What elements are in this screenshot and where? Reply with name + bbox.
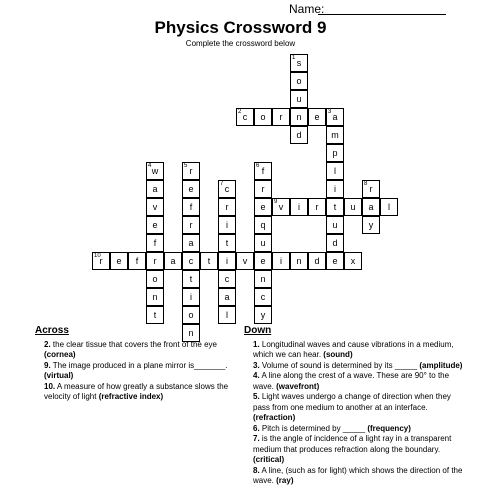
clue-number: 6 (256, 163, 260, 169)
grid-cell[interactable] (146, 198, 164, 216)
cell-letter: e (332, 256, 338, 266)
grid-cell[interactable] (254, 108, 272, 126)
down-clue (244, 434, 469, 466)
clue-text: Light waves undergo a change of direction when they pass from one medium to another at an interface. (253, 392, 451, 412)
clue-text: the clear tissue that covers the front of the eye (52, 339, 217, 349)
cell-letter: e (116, 256, 122, 266)
grid-cell[interactable] (344, 198, 362, 216)
cell-letter: o (152, 274, 158, 284)
grid-cell[interactable] (308, 252, 326, 270)
cell-letter: f (135, 256, 139, 266)
cell-letter: t (207, 256, 211, 266)
cell-letter: r (189, 166, 193, 176)
grid-cell[interactable] (272, 198, 290, 216)
grid-cell[interactable] (290, 90, 308, 108)
cell-letter: y (260, 310, 266, 320)
cell-letter: n (152, 292, 158, 302)
cell-letter: o (188, 310, 194, 320)
cell-letter: i (298, 202, 300, 212)
across-heading: Across (35, 325, 69, 336)
across-clue (35, 340, 235, 361)
cell-letter: t (225, 238, 229, 248)
grid-cell[interactable] (326, 234, 344, 252)
cell-letter: r (99, 256, 103, 266)
grid-cell[interactable] (272, 108, 290, 126)
grid-cell[interactable] (362, 198, 380, 216)
cell-letter: c (188, 256, 194, 266)
clue-answer: (cornea) (44, 350, 76, 359)
grid-cell[interactable] (308, 108, 326, 126)
across-clue (35, 361, 235, 382)
clue-number: 8 (364, 181, 368, 187)
cell-letter: d (314, 256, 320, 266)
cell-letter: r (189, 220, 193, 230)
cell-letter: q (260, 220, 266, 230)
cell-letter: u (350, 202, 356, 212)
clue-num: 10. (44, 381, 56, 391)
grid-cell[interactable] (326, 180, 344, 198)
grid-cell[interactable] (362, 216, 380, 234)
clue-text: The image produced in a plane mirror is_______. (52, 360, 228, 370)
clue-text: Pitch is determined by _____ (261, 423, 366, 433)
cell-letter: r (279, 112, 283, 122)
cell-letter: l (334, 166, 336, 176)
cell-letter: e (152, 220, 158, 230)
clue-answer: (refraction) (253, 413, 296, 422)
clue-answer: (refractive index) (98, 392, 164, 401)
grid-cell[interactable] (344, 252, 362, 270)
clue-number: 1 (292, 55, 296, 61)
cell-letter: a (170, 256, 176, 266)
grid-cell[interactable] (308, 198, 326, 216)
grid-cell[interactable] (182, 252, 200, 270)
clue-text: A measure of how greatly a substance slows the velocity of light (44, 381, 229, 401)
across-clues (35, 326, 235, 403)
cell-letter: e (260, 256, 266, 266)
grid-cell[interactable] (182, 234, 200, 252)
down-clues (244, 326, 469, 487)
cell-letter: v (278, 202, 284, 212)
down-clue (244, 361, 469, 372)
cell-letter: i (226, 220, 228, 230)
cell-letter: n (260, 274, 266, 284)
grid-cell[interactable] (218, 234, 236, 252)
grid-cell[interactable] (326, 108, 344, 126)
cell-letter: t (333, 202, 337, 212)
grid-cell[interactable] (182, 306, 200, 324)
cell-letter: a (152, 184, 158, 194)
clue-answer: (virtual) (44, 371, 74, 380)
cell-letter: l (226, 310, 228, 320)
grid-cell[interactable] (290, 72, 308, 90)
clue-number: 7 (220, 181, 224, 187)
cell-letter: d (296, 130, 302, 140)
cell-letter: i (190, 292, 192, 302)
clue-text: A line along the crest of a wave. These are 90° to the wave. (253, 371, 450, 391)
grid-cell[interactable] (146, 306, 164, 324)
grid-cell[interactable] (146, 270, 164, 288)
cell-letter: e (188, 184, 194, 194)
clue-number: 2 (238, 109, 242, 115)
cell-letter: u (296, 94, 302, 104)
grid-cell[interactable] (326, 198, 344, 216)
clue-answer: (ray) (276, 476, 294, 485)
grid-cell[interactable] (236, 252, 254, 270)
grid-cell[interactable] (182, 270, 200, 288)
clue-num: 7. (253, 434, 260, 443)
cell-letter: c (242, 112, 248, 122)
grid-cell[interactable] (146, 252, 164, 270)
cell-letter: a (224, 292, 230, 302)
cell-letter: n (296, 256, 302, 266)
clue-num: 9. (44, 360, 51, 370)
clue-text: Volume of sound is determined by its _____ (261, 360, 418, 370)
clue-num: 4. (253, 371, 260, 380)
clue-text: Longitudinal waves and cause vibrations in a medium, which we can hear. (253, 339, 454, 359)
grid-cell[interactable] (326, 216, 344, 234)
clue-text: is the angle of incidence of a light ray in a transparent medium that produces refraction along the boundary. (253, 434, 452, 454)
down-clue (244, 371, 469, 392)
down-heading: Down (244, 325, 272, 336)
clue-num: 8. (253, 465, 260, 475)
grid-cell[interactable] (218, 198, 236, 216)
cell-letter: r (261, 184, 265, 194)
cell-letter: f (261, 166, 265, 176)
down-clue (244, 424, 469, 435)
grid-cell[interactable] (254, 216, 272, 234)
cell-letter: t (153, 310, 157, 320)
clue-number: 9 (274, 199, 278, 205)
grid-cell[interactable] (146, 216, 164, 234)
grid-cell[interactable] (182, 162, 200, 180)
grid-cell[interactable] (290, 252, 308, 270)
cell-letter: f (189, 202, 193, 212)
cell-letter: e (260, 202, 266, 212)
grid-cell[interactable] (164, 252, 182, 270)
cell-letter: w (151, 166, 159, 176)
grid-cell[interactable] (92, 252, 110, 270)
cell-letter: f (153, 238, 157, 248)
grid-cell[interactable] (182, 288, 200, 306)
clue-number: 10 (94, 253, 101, 259)
cell-letter: r (225, 202, 229, 212)
grid-cell[interactable] (362, 180, 380, 198)
down-clue (244, 392, 469, 424)
grid-cell[interactable] (146, 162, 164, 180)
cell-letter: x (350, 256, 356, 266)
cell-letter: y (368, 220, 374, 230)
cell-letter: o (296, 76, 302, 86)
grid-cell[interactable] (236, 108, 254, 126)
clue-num: 2. (44, 339, 51, 349)
grid-cell[interactable] (146, 180, 164, 198)
grid-cell[interactable] (110, 252, 128, 270)
grid-cell[interactable] (254, 306, 272, 324)
cell-letter: t (189, 274, 193, 284)
grid-cell[interactable] (290, 54, 308, 72)
cell-letter: r (369, 184, 373, 194)
cell-letter: d (332, 238, 338, 248)
grid-cell[interactable] (218, 180, 236, 198)
grid-cell[interactable] (254, 252, 272, 270)
cell-letter: r (153, 256, 157, 266)
grid-cell[interactable] (218, 306, 236, 324)
grid-cell[interactable] (128, 252, 146, 270)
cell-letter: r (315, 202, 319, 212)
clue-num: 1. (253, 339, 260, 349)
clue-num: 5. (253, 392, 260, 401)
clue-number: 5 (184, 163, 188, 169)
cell-letter: c (224, 184, 230, 194)
grid-cell[interactable] (200, 252, 218, 270)
grid-cell[interactable] (290, 108, 308, 126)
grid-cell[interactable] (182, 216, 200, 234)
grid-cell[interactable] (254, 198, 272, 216)
grid-cell[interactable] (326, 126, 344, 144)
grid-cell[interactable] (218, 216, 236, 234)
cell-letter: m (331, 130, 339, 140)
cell-letter: o (260, 112, 266, 122)
cell-letter: p (332, 148, 338, 158)
cell-letter: c (224, 274, 230, 284)
page-subtitle: Complete the crossword below (185, 39, 296, 48)
across-clue (35, 382, 235, 403)
clue-answer: (wavefront) (276, 381, 320, 391)
cell-letter: e (314, 112, 320, 122)
clue-num: 3. (253, 360, 260, 370)
cell-letter: s (296, 58, 302, 68)
grid-cell[interactable] (326, 162, 344, 180)
down-clue (244, 466, 469, 487)
clue-answer: (amplitude) (419, 360, 463, 370)
down-clue (244, 340, 469, 361)
cell-letter: i (280, 256, 282, 266)
cell-letter: u (332, 220, 338, 230)
page-title: Physics Crossword 9 (154, 18, 327, 37)
grid-cell[interactable] (182, 180, 200, 198)
grid-cell[interactable] (182, 198, 200, 216)
grid-cell[interactable] (218, 270, 236, 288)
cell-letter: a (368, 202, 374, 212)
clue-answer: (sound) (323, 350, 353, 359)
cell-letter: i (226, 256, 228, 266)
cell-letter: c (260, 292, 266, 302)
cell-letter: a (332, 112, 338, 122)
clue-text: A line, (such as for light) which shows the direction of the wave. (253, 465, 463, 485)
grid-cell[interactable] (290, 126, 308, 144)
cell-letter: i (334, 184, 336, 194)
grid-cell[interactable] (272, 252, 290, 270)
cell-letter: v (242, 256, 248, 266)
clue-answer: (frequency) (367, 423, 411, 433)
grid-cell[interactable] (218, 288, 236, 306)
grid-cell[interactable] (254, 180, 272, 198)
grid-cell[interactable] (254, 234, 272, 252)
cell-letter: a (188, 238, 194, 248)
cell-letter: n (296, 112, 302, 122)
grid-cell[interactable] (254, 162, 272, 180)
grid-cell[interactable] (326, 252, 344, 270)
clue-number: 4 (148, 163, 152, 169)
clue-number: 3 (328, 109, 332, 115)
grid-cell[interactable] (146, 288, 164, 306)
clue-answer: (critical) (253, 455, 285, 464)
grid-cell[interactable] (254, 270, 272, 288)
grid-cell[interactable] (290, 198, 308, 216)
grid-cell[interactable] (326, 144, 344, 162)
grid-cell[interactable] (218, 252, 236, 270)
name-label: Name: (289, 2, 325, 16)
clue-num: 6. (253, 423, 260, 433)
grid-cell[interactable] (380, 198, 398, 216)
cell-letter: l (388, 202, 390, 212)
grid-cell[interactable] (146, 234, 164, 252)
cell-letter: n (188, 328, 194, 338)
cell-letter: v (152, 202, 158, 212)
grid-cell[interactable] (254, 288, 272, 306)
cell-letter: u (260, 238, 266, 248)
